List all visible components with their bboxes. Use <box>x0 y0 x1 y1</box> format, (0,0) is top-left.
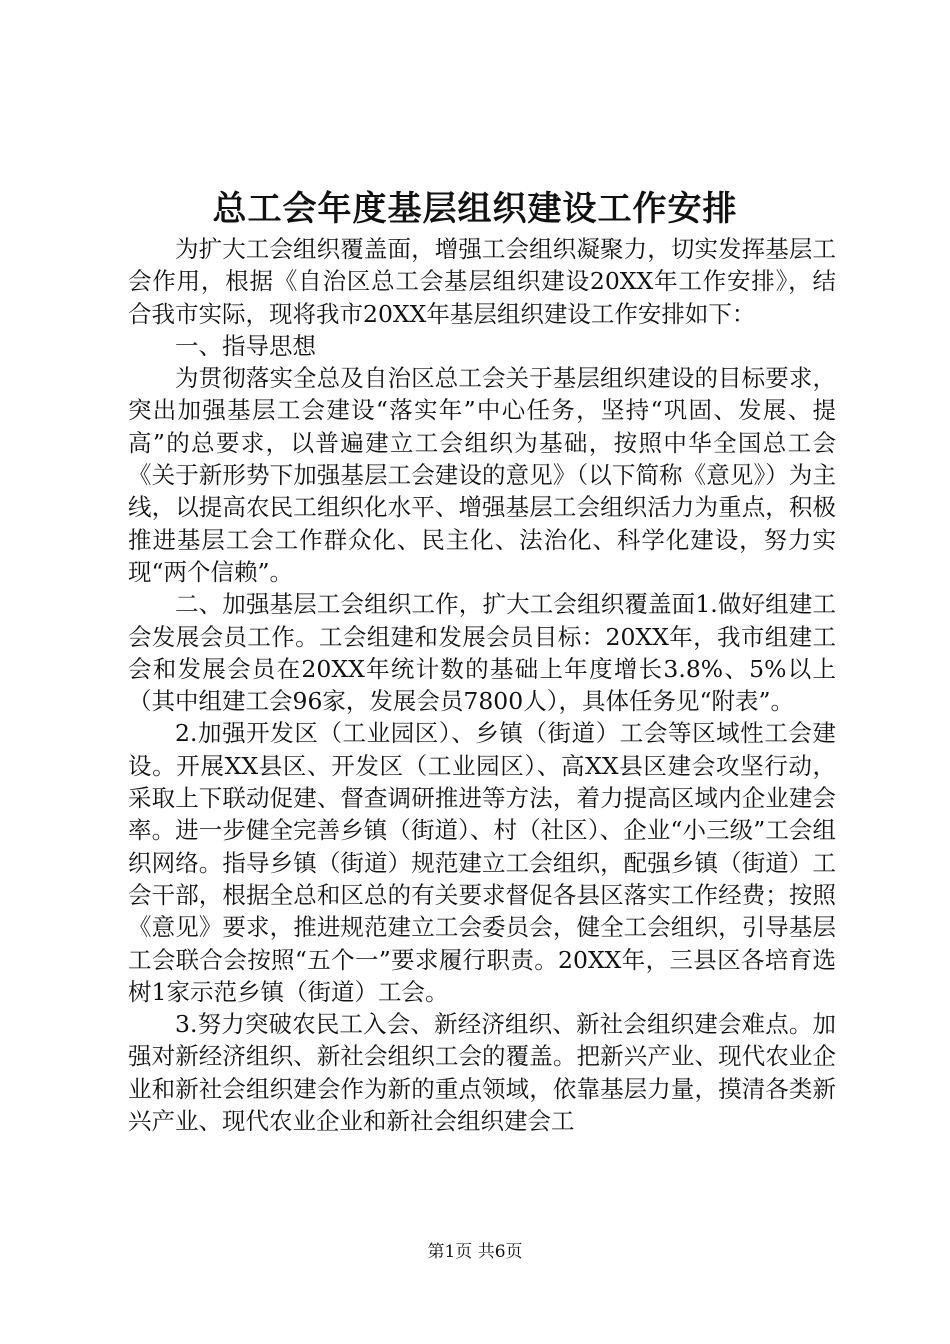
paragraph-section-two: 二、加强基层工会组织工作，扩大工会组织覆盖面1.做好组建工会发展会员工作。工会组建和发展会员目标：20XX年，我市组建工会和发展会员在20XX年统计数的基础上年度增长3.8%、5%以上（其中组建工会96家，发展会员7800人），具体任务见“附表”。 <box>128 590 836 716</box>
section-heading-guiding-ideology: 一、指导思想 <box>175 331 316 360</box>
paragraph-guiding-ideology: 为贯彻落实全总及自治区总工会关于基层组织建设的目标要求，突出加强基层工会建设“落实年”中心任务，坚持“巩固、发展、提高”的总要求，以普遍建立工会组织为基础，按照中华全国总工会《关于新形势下加强基层工会建设的意见》（以下简称《意见》）为主线，以提高农民工组织化水平、增强基层工会组织活力为重点，积极推进基层工会工作群众化、民主化、法治化、科学化建设，努力实现“两个信赖”。 <box>128 364 836 586</box>
document-title: 总工会年度基层组织建设工作安排 <box>212 189 738 229</box>
paragraph-item-3: 3.努力突破农民工入会、新经济组织、新社会组织建会难点。加强对新经济组织、新社会组织工会的覆盖。把新兴产业、现代农业企业和新社会组织建会作为新的重点领域，依靠基层力量，摸清各类新兴产业、现代农业企业和新社会组织建会工 <box>128 1010 836 1136</box>
paragraph-item-2: 2.加强开发区（工业园区）、乡镇（街道）工会等区域性工会建设。开展XX县区、开发区（工业园区）、高XX县区建会攻坚行动，采取上下联动促建、督查调研推进等方法，着力提高区域内企业建会率。进一步健全完善乡镇（街道）、村（社区）、企业“小三级”工会组织网络。指导乡镇（街道）规范建立工会组织，配强乡镇（街道）工会干部，根据全总和区总的有关要求督促各县区落实工作经费；按照《意见》要求，推进规范建立工会委员会，健全工会组织，引导基层工会联合会按照“五个一”要求履行职责。20XX年，三县区各培育选树1家示范乡镇（街道）工会。 <box>128 719 836 1006</box>
page-number-footer: 第1页 共6页 <box>427 1242 523 1262</box>
document-body <box>128 233 836 1137</box>
paragraph-intro: 为扩大工会组织覆盖面，增强工会组织凝聚力，切实发挥基层工会作用，根据《自治区总工会基层组织建设20XX年工作安排》，结合我市实际，现将我市20XX年基层组织建设工作安排如下： <box>128 235 836 328</box>
